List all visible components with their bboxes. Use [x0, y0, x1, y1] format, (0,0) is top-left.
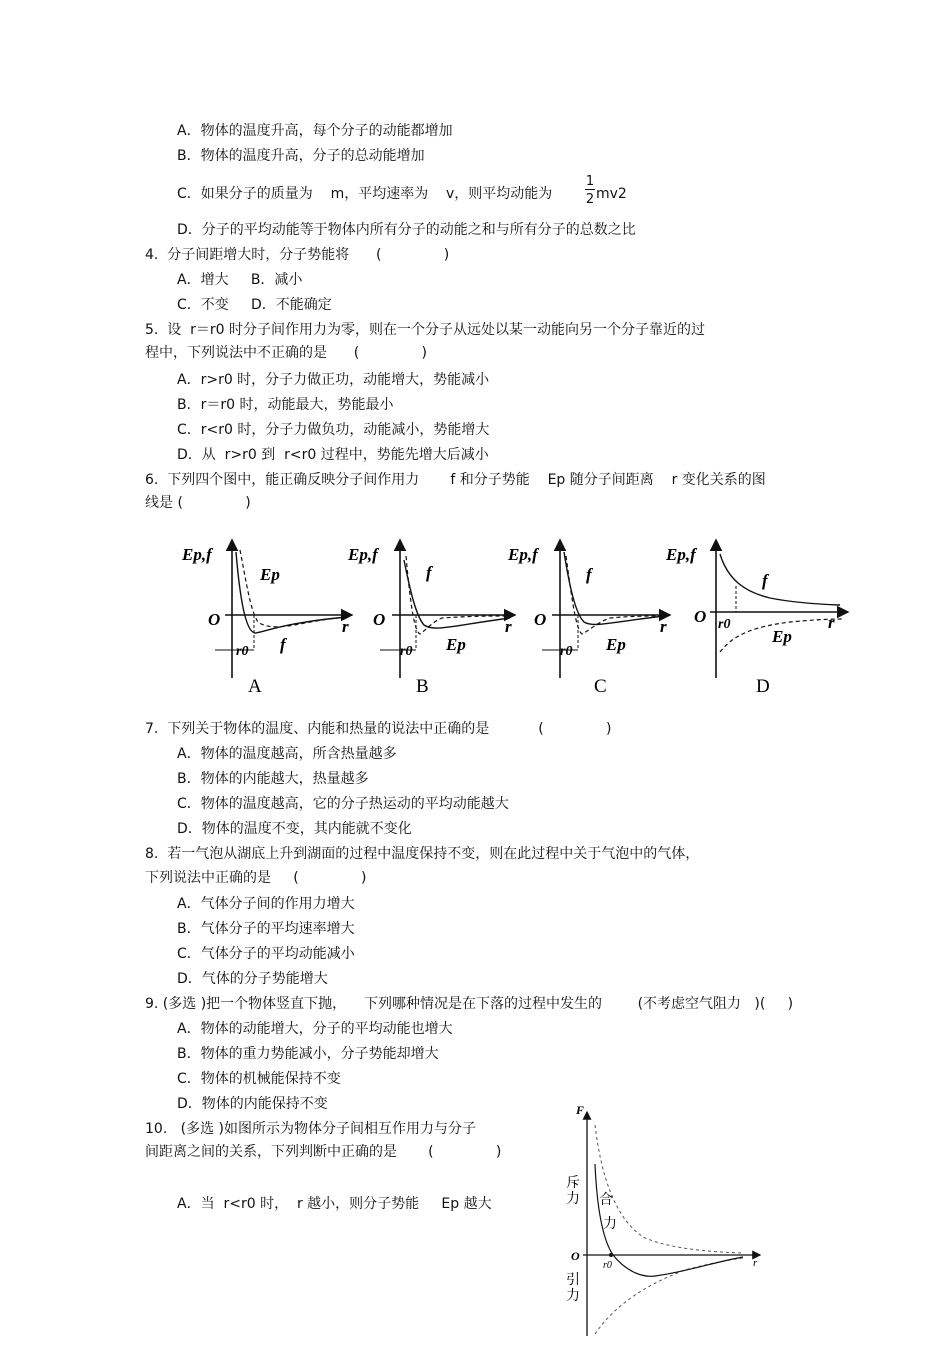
fraction-numerator: 1	[585, 174, 595, 189]
q10-net-force-char-1: 合	[599, 1193, 613, 1208]
q8-stem-line1: 8. 若一气泡从湖底上升到湖面的过程中温度保持不变，则在此过程中关于气泡中的气体，	[145, 846, 700, 862]
q6-c-y-label: Ep,f	[508, 545, 538, 564]
q10-repulsion-char-1: 斥	[566, 1176, 580, 1191]
q10-y-label: F	[576, 1103, 585, 1117]
q6-a-r0-label: r0	[236, 644, 249, 659]
q7-stem: 7. 下列关于物体的温度、内能和热量的说法中正确的是 ( )	[145, 721, 612, 737]
fraction-bar	[585, 189, 595, 190]
q6-c-r0-label: r0	[560, 644, 573, 659]
q3-option-a: A．物体的温度升高，每个分子的动能都增加	[177, 123, 453, 139]
q5-stem-line2: 程中，下列说法中不正确的是 ( )	[145, 345, 427, 361]
q6-panel-b	[347, 540, 515, 697]
q6-stem-line2: 线是 ( )	[145, 495, 251, 511]
q5-option-b: B．r＝r0 时，动能最大，势能最小	[177, 397, 394, 413]
q8-option-d: D．气体的分子势能增大	[177, 971, 328, 987]
q10-stem-line1: 10. (多选 )如图所示为物体分子间相互作用力与分子	[145, 1121, 476, 1137]
q6-b-ep-label: Ep	[446, 635, 466, 654]
q6-a-ep-label: Ep	[260, 565, 280, 584]
q10-attraction-char-2: 力	[566, 1289, 580, 1304]
q6-b-f-label: f	[426, 563, 432, 582]
q6-b-origin-label: O	[373, 610, 386, 629]
q6-c-origin-label: O	[534, 610, 547, 629]
q6-d-ep-label: Ep	[772, 627, 792, 646]
q6-figure	[170, 530, 855, 700]
q6-panel-c	[507, 540, 670, 697]
q8-stem-line2: 下列说法中正确的是 ( )	[145, 870, 367, 886]
q4-stem: 4. 分子间距增大时，分子势能将 ( )	[145, 247, 450, 263]
q8-option-a: A．气体分子间的作用力增大	[177, 896, 355, 912]
q9-option-d: D．物体的内能保持不变	[177, 1096, 328, 1112]
q6-d-y-label: Ep,f	[666, 545, 696, 564]
q5-stem-line1: 5. 设 r＝r0 时分子间作用力为零，则在一个分子从远处以某一动能向另一个分子靠近的过	[145, 322, 706, 338]
q8-option-b: B．气体分子的平均速率增大	[177, 921, 355, 937]
q6-c-panel-label: C	[594, 676, 607, 697]
q7-option-d: D．物体的温度不变，其内能就不变化	[177, 821, 412, 837]
q9-option-b: B．物体的重力势能减小，分子势能却增大	[177, 1046, 439, 1062]
q9-option-c: C．物体的机械能保持不变	[177, 1071, 341, 1087]
q6-c-ep-label: Ep	[606, 635, 626, 654]
q3-option-b: B．物体的温度升高，分子的总动能增加	[177, 148, 425, 164]
q6-a-f-label: f	[280, 635, 286, 654]
q6-a-x-label: r	[342, 617, 349, 636]
q10-figure	[555, 1100, 770, 1340]
q8-option-c: C．气体分子的平均动能减小	[177, 946, 355, 962]
q6-a-origin-label: O	[208, 610, 221, 629]
q10-r0-label: r0	[603, 1260, 612, 1271]
q10-option-a: A．当 r<r0 时， r 越小，则分子势能 Ep 越大	[177, 1196, 492, 1212]
q10-repulsion-char-2: 力	[566, 1192, 580, 1207]
q4-options-ab: A．增大 B．减小	[177, 272, 303, 288]
q6-panel-a	[181, 540, 352, 697]
q9-option-a: A．物体的动能增大，分子的平均动能也增大	[177, 1021, 453, 1037]
q7-option-b: B．物体的内能越大，热量越多	[177, 771, 369, 787]
q6-a-y-label: Ep,f	[182, 545, 212, 564]
q6-b-x-label: r	[505, 617, 512, 636]
q6-b-y-label: Ep,f	[348, 545, 378, 564]
q5-option-d: D．从 r>r0 到 r<r0 过程中，势能先增大后减小	[177, 447, 489, 463]
q6-d-panel-label: D	[756, 676, 770, 697]
fraction-denominator: 2	[585, 192, 595, 207]
q4-options-cd: C．不变 D．不能确定	[177, 297, 332, 313]
q6-d-f-label: f	[762, 571, 768, 590]
q6-b-panel-label: B	[416, 676, 429, 697]
q6-c-f-label: f	[586, 565, 592, 584]
q6-b-r0-label: r0	[400, 644, 413, 659]
q10-origin-label: O	[571, 1249, 580, 1263]
q6-d-x-label: r	[828, 613, 835, 632]
q3-option-c-suffix: mv2	[596, 186, 627, 202]
q3-option-c-text: C．如果分子的质量为 m，平均速率为 v，则平均动能为	[177, 186, 553, 202]
q7-option-c: C．物体的温度越高，它的分子热运动的平均动能越大	[177, 796, 509, 812]
q10-stem-line2: 间距离之间的关系，下列判断中正确的是 ( )	[145, 1144, 502, 1160]
q7-option-a: A．物体的温度越高，所含热量越多	[177, 746, 397, 762]
q6-stem-line1: 6. 下列四个图中，能正确反映分子间作用力 f 和分子势能 Ep 随分子间距离 r 变化关系的图	[145, 472, 766, 488]
q6-c-x-label: r	[660, 617, 667, 636]
q6-panel-d	[665, 540, 848, 697]
q6-a-panel-label: A	[248, 676, 262, 697]
q6-d-origin-label: O	[694, 607, 707, 626]
q6-d-r0-label: r0	[718, 617, 731, 632]
q10-attraction-char-1: 引	[566, 1273, 580, 1288]
q10-x-label: r	[753, 1257, 758, 1269]
q3-option-d: D．分子的平均动能等于物体内所有分子的动能之和与所有分子的总数之比	[177, 222, 636, 238]
q5-option-c: C．r<r0 时，分子力做负功，动能减小，势能增大	[177, 422, 490, 438]
q5-option-a: A．r>r0 时，分子力做正功，动能增大，势能减小	[177, 372, 490, 388]
q9-stem: 9. (多选 )把一个物体竖直下抛， 下列哪种情况是在下落的过程中发生的 (不考虑空气阻力 )( )	[145, 996, 794, 1012]
q10-net-force-char-2: 力	[603, 1217, 617, 1232]
